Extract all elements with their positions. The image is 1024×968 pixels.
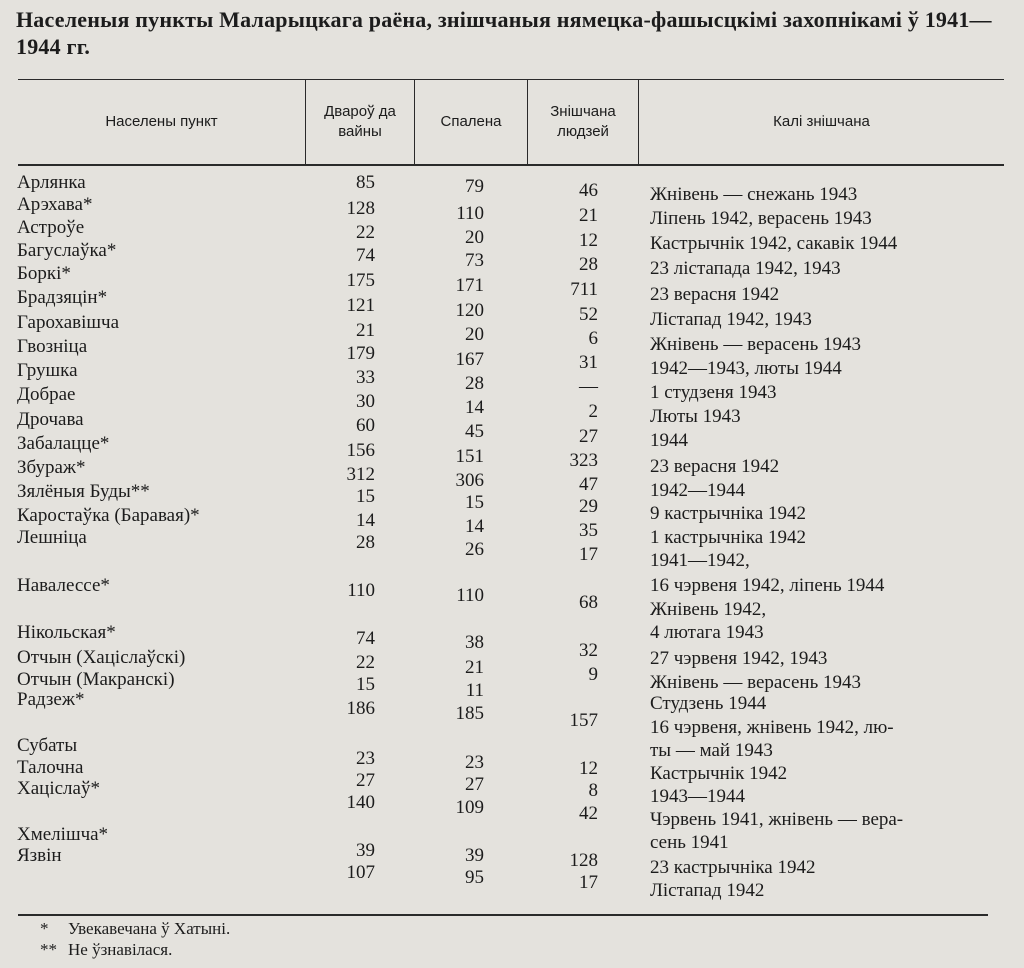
place-name: Язвін — [17, 845, 62, 866]
killed-value: 27 — [579, 426, 598, 447]
killed-value: 157 — [569, 710, 598, 731]
houses-value: 27 — [356, 770, 375, 791]
houses-value: 85 — [356, 172, 375, 193]
destroyed-date: 23 кастрычніка 1942 — [650, 857, 816, 878]
houses-value: 14 — [356, 510, 375, 531]
burned-value: 26 — [465, 539, 484, 560]
place-name: Субаты — [17, 735, 78, 756]
place-name: Багуслаўка* — [17, 240, 117, 261]
footnote-mark: * — [40, 919, 49, 938]
killed-value: 46 — [579, 180, 598, 201]
destroyed-date: 23 верасня 1942 — [650, 456, 780, 477]
burned-value: 185 — [455, 703, 484, 724]
killed-value: 128 — [569, 850, 598, 871]
burned-value: 27 — [465, 774, 484, 795]
place-name: Боркі* — [17, 263, 71, 284]
killed-value: 28 — [579, 254, 598, 275]
killed-value: 35 — [579, 520, 598, 541]
place-name: Дрочава — [17, 409, 84, 430]
houses-value: 15 — [356, 486, 375, 507]
killed-value: 21 — [579, 205, 598, 226]
destroyed-date: 1944 — [650, 430, 688, 451]
place-name: Добрае — [17, 384, 76, 405]
killed-value: 42 — [579, 803, 598, 824]
houses-value: 30 — [356, 391, 375, 412]
destroyed-date: Кастрычнік 1942 — [650, 763, 788, 784]
header-houses: Двароў да вайны — [324, 103, 396, 140]
destroyed-date: Жнівень — снежань 1943 — [650, 184, 858, 205]
houses-value: 186 — [346, 698, 375, 719]
killed-value: 6 — [588, 328, 598, 349]
houses-value: 23 — [356, 748, 375, 769]
footnote-text: Не ўзнавілася. — [68, 940, 173, 959]
houses-value: 28 — [356, 532, 375, 553]
destroyed-date: Жнівень — верасень 1943 — [650, 672, 862, 693]
place-name: Отчын (Хаціслаўскі) — [17, 647, 186, 668]
burned-value: 14 — [465, 516, 484, 537]
killed-value: 711 — [570, 279, 598, 300]
killed-value: 17 — [579, 872, 598, 893]
destroyed-date: Жнівень 1942, — [650, 599, 767, 620]
houses-value: 312 — [346, 464, 375, 485]
place-name: Каростаўка (Баравая)* — [17, 505, 200, 526]
killed-value: 323 — [569, 450, 598, 471]
header-place: Населены пункт — [105, 113, 218, 130]
burned-value: 120 — [455, 300, 484, 321]
destroyed-date: Чэрвень 1941, жнівень — вера- — [650, 809, 904, 830]
burned-value: 38 — [465, 632, 484, 653]
footnote-mark: ** — [40, 940, 57, 959]
destroyed-date: 1943—1944 — [650, 786, 745, 807]
houses-value: 21 — [356, 320, 375, 341]
burned-value: 14 — [465, 397, 484, 418]
place-name: Хмелішча* — [17, 824, 109, 845]
place-name: Хаціслаў* — [17, 778, 100, 799]
houses-value: 74 — [356, 628, 375, 649]
burned-value: 28 — [465, 373, 484, 394]
houses-value: 74 — [356, 245, 375, 266]
houses-value: 22 — [356, 222, 375, 243]
destroyed-date: Жнівень — верасень 1943 — [650, 334, 862, 355]
destroyed-date: 1 студзеня 1943 — [650, 382, 777, 403]
burned-value: 21 — [465, 657, 484, 678]
burned-value: 171 — [455, 275, 484, 296]
houses-value: 107 — [346, 862, 375, 883]
houses-value: 128 — [346, 198, 375, 219]
burned-value: 15 — [465, 492, 484, 513]
killed-value: 12 — [579, 230, 598, 251]
killed-value: 17 — [579, 544, 598, 565]
table-bottom-rule — [18, 914, 988, 916]
destroyed-date: ты — май 1943 — [650, 740, 773, 761]
header-when: Калі знішчана — [773, 113, 870, 130]
houses-value: 140 — [346, 792, 375, 813]
place-name: Арэхава* — [17, 194, 93, 215]
destroyed-date: 1 кастрычніка 1942 — [650, 527, 806, 548]
killed-value: 2 — [588, 401, 598, 422]
place-name: Отчын (Макранскі) — [17, 669, 175, 690]
place-name: Гарохавішча — [17, 312, 120, 333]
destroyed-date: 23 верасня 1942 — [650, 284, 780, 305]
destroyed-date: 4 лютага 1943 — [650, 622, 764, 643]
place-name: Талочна — [17, 757, 84, 778]
burned-value: 11 — [465, 680, 484, 701]
header-killed: Знішчана людзей — [550, 103, 616, 140]
place-name: Збураж* — [17, 457, 86, 478]
place-name: Астроўе — [17, 217, 85, 238]
footnote — [40, 939, 172, 960]
killed-value: 32 — [579, 640, 598, 661]
place-name: Радзеж* — [17, 689, 85, 710]
burned-value: 20 — [465, 324, 484, 345]
header-burned: Спалена — [440, 113, 502, 130]
burned-value: 73 — [465, 250, 484, 271]
destroyed-date: 1941—1942, — [650, 550, 750, 571]
destroyed-date: сень 1941 — [650, 832, 729, 853]
footnote — [40, 918, 230, 939]
destroyed-date: 1942—1944 — [650, 480, 745, 501]
place-name: Грушка — [17, 360, 78, 381]
burned-value: 167 — [455, 349, 484, 370]
houses-value: 33 — [356, 367, 375, 388]
page-title: Населеныя пункты Маларыцкага раёна, знішчаныя нямецка-фашысцкімі захопнікамі ў 1941—1944 гг. — [16, 7, 992, 59]
header-bottom-rule — [18, 164, 1004, 166]
burned-value: 39 — [465, 845, 484, 866]
burned-value: 79 — [465, 176, 484, 197]
houses-value: 60 — [356, 415, 375, 436]
houses-value: 15 — [356, 674, 375, 695]
houses-value: 179 — [346, 343, 375, 364]
burned-value: 95 — [465, 867, 484, 888]
houses-value: 156 — [346, 440, 375, 461]
killed-value: 31 — [579, 352, 598, 373]
place-name: Лешніца — [17, 527, 87, 548]
burned-value: 306 — [455, 470, 484, 491]
burned-value: 151 — [455, 446, 484, 467]
destroyed-date: 23 лістапада 1942, 1943 — [650, 258, 841, 279]
houses-value: 121 — [346, 295, 375, 316]
killed-value: 29 — [579, 496, 598, 517]
destroyed-date: Ліпень 1942, верасень 1943 — [650, 208, 872, 229]
destroyed-date: Люты 1943 — [650, 406, 741, 427]
burned-value: 110 — [456, 203, 484, 224]
killed-value: 68 — [579, 592, 598, 613]
destroyed-date: 16 чэрвеня, жнівень 1942, лю- — [650, 717, 894, 738]
place-name: Нікольская* — [17, 622, 116, 643]
houses-value: 175 — [346, 270, 375, 291]
destroyed-date: Лістапад 1942, 1943 — [650, 309, 812, 330]
footnote-text: Увекавечана ў Хатыні. — [68, 919, 231, 938]
killed-value: — — [579, 376, 598, 397]
killed-value: 8 — [588, 780, 598, 801]
place-name: Гвозніца — [17, 336, 88, 357]
killed-value: 12 — [579, 758, 598, 779]
burned-value: 109 — [455, 797, 484, 818]
houses-value: 110 — [347, 580, 375, 601]
burned-value: 23 — [465, 752, 484, 773]
burned-value: 20 — [465, 227, 484, 248]
houses-value: 22 — [356, 652, 375, 673]
destroyed-date: Студзень 1944 — [650, 693, 767, 714]
destroyed-date: 1942—1943, люты 1944 — [650, 358, 842, 379]
killed-value: 9 — [588, 664, 598, 685]
killed-value: 47 — [579, 474, 598, 495]
place-name: Навалессе* — [17, 575, 110, 596]
killed-value: 52 — [579, 304, 598, 325]
burned-value: 110 — [456, 585, 484, 606]
destroyed-date: Кастрычнік 1942, сакавік 1944 — [650, 233, 898, 254]
burned-value: 45 — [465, 421, 484, 442]
houses-value: 39 — [356, 840, 375, 861]
destroyed-date: 16 чэрвеня 1942, ліпень 1944 — [650, 575, 885, 596]
place-name: Зялёныя Буды** — [17, 481, 150, 502]
place-name: Забалацце* — [17, 433, 110, 454]
destroyed-date: 27 чэрвеня 1942, 1943 — [650, 648, 828, 669]
destroyed-date: 9 кастрычніка 1942 — [650, 503, 806, 524]
place-name: Арлянка — [17, 172, 86, 193]
place-name: Брадзяцін* — [17, 287, 108, 308]
destroyed-date: Лістапад 1942 — [650, 880, 765, 901]
